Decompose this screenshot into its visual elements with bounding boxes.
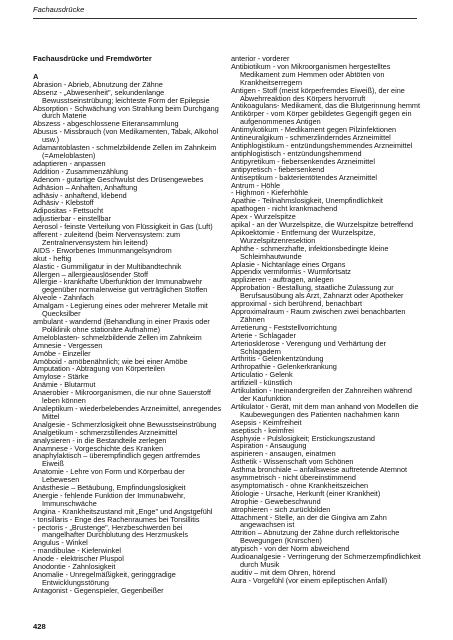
glossary-entry: Antineuralgikum - schmerzlinderndes Arzneimittel xyxy=(231,133,391,143)
left-entry-list xyxy=(33,81,223,595)
glossary-entry: Amylose - Stärke xyxy=(33,372,89,382)
glossary-entry: Angulus - Winkel xyxy=(33,538,88,548)
glossary-entry: Addition - Zusammenzählung xyxy=(33,166,128,176)
glossary-entry: Ameloblasten- schmelzbildende Zellen im Zahnkeim xyxy=(33,332,202,342)
header-title: Fachausdrücke xyxy=(33,5,85,14)
glossary-entry: analysieren - in die Bestandteile zerlegen xyxy=(33,435,167,445)
glossary-entry: Articulatio - Gelenk xyxy=(231,370,293,380)
glossary-entry: Aura - Vorgefühl (vor einem epileptischen Anfall) xyxy=(231,575,388,585)
page-number: 428 xyxy=(33,622,46,631)
glossary-entry: asymmetrisch - nicht übereinstimmend xyxy=(231,473,356,483)
glossary-entry: Artikulator - Gerät, mit dem man anhand von Modellen die Kaubewegungen des Patienten nachahmen kann xyxy=(231,401,419,419)
glossary-entry: Angina - Krankheitszustand mit „Enge" und Angstgefühl xyxy=(33,506,213,516)
glossary-entry: Aphthe - schmerzhafte, infektionsbedingte kleine Schleimhautwunde xyxy=(231,243,389,261)
glossary-entry: Adipositas - Fettsucht xyxy=(33,206,104,216)
glossary-entry: Anomalie - Unregelmäßigkeit, geringgradige Entwicklungsstörung xyxy=(33,570,176,587)
glossary-entry: approximal - sich berührend, benachbart xyxy=(231,299,363,309)
glossary-entry: Antiseptikum - bakterientötendes Arzneimittel xyxy=(231,172,378,182)
glossary-entry: Antigen - Stoff (meist körperfremdes Eiweiß), der eine Abwehrreaktion des Körpers hervorruft xyxy=(231,85,405,103)
glossary-entry: auditiv – mit dem Ohren, hörend xyxy=(231,567,336,577)
glossary-entry: Apikoektomie - Entfernung der Wurzelspitze, Wurzelspitzenresektion xyxy=(231,227,376,245)
glossary-entry: adjustierbar - einstellbar xyxy=(33,214,111,224)
glossary-entry: Abusus - Missbrauch (von Medikamenten, Tabak, Alkohol usw.) xyxy=(33,127,219,145)
glossary-entry: Alveole - Zahnfach xyxy=(33,293,94,303)
glossary-entry: Appendix vermiformis - Wurmfortsatz xyxy=(231,267,351,277)
glossary-entry: Arthritis - Gelenkentzündung xyxy=(231,354,324,364)
glossary-entry: asymptomatisch - ohne Krankheitszeichen xyxy=(231,480,369,490)
glossary-entry: Approximalraum - Raum zwischen zwei benachbarten Zähnen xyxy=(231,307,406,324)
glossary-entry: Approbation - Bestallung, staatliche Zulassung zur Berufsausübung als Arzt, Zahnarzt oder Apotheker xyxy=(231,283,404,301)
glossary-entry: Analgesie - Schmerzlosigkeit ohne Bewusstseinstrübung xyxy=(33,419,217,429)
glossary-entry: Analgetikum - schmerzstillendes Arzneimittel xyxy=(33,427,178,437)
glossary-entry: Anämie - Blutarmut xyxy=(33,380,96,390)
glossary-entry: Anamnese - Vorgeschichte des Kranken xyxy=(33,443,164,453)
glossary-entry: - mandibulae - Kieferwinkel xyxy=(33,546,122,556)
glossary-entry: Antikörper - vom Körper gebildetes Gegengift gegen ein aufgenommenes Antigen xyxy=(231,109,412,127)
glossary-entry: - Highmori - Kieferhöhle xyxy=(231,188,309,198)
section-title: Fachausdrücke und Fremdwörter xyxy=(33,54,152,63)
glossary-entry: apathogen - nicht krankmachend xyxy=(231,204,338,214)
glossary-entry: Adamantoblasten - schmelzbildende Zellen im Zahnkeim (=Ameloblasten) xyxy=(33,143,217,160)
glossary-entry: Adenom - gutartige Geschwulst des Drüsengewebes xyxy=(33,174,204,184)
right-entry-list xyxy=(231,55,421,585)
glossary-entry: Anode - elektrischer Pluspol xyxy=(33,554,124,564)
glossary-entry: Asepsis - Keimfreiheit xyxy=(231,417,302,427)
glossary-entry: Atrophie - Gewebeschwund xyxy=(231,496,321,506)
glossary-entry: Allergen – allergieauslösender Stoff xyxy=(33,269,149,279)
glossary-entry: Attachment - Stelle, an der die Gingiva am Zahn angewachsen ist xyxy=(231,512,387,530)
glossary-entry: Abszess - abgeschlossene Eiteransammlung xyxy=(33,119,179,129)
glossary-entry: Arteriosklerose - Verengung und Verhärtung der Schlagadern xyxy=(231,338,386,356)
glossary-entry: Aspiration - Ansaugung xyxy=(231,441,307,451)
glossary-entry: antipyretisch - fiebersenkend xyxy=(231,164,325,174)
glossary-entry: Antikoagulans- Medikament, das die Blutgerinnung hemmt xyxy=(231,101,421,111)
letter-heading: A xyxy=(33,71,39,81)
right-column xyxy=(231,55,421,585)
glossary-entry: Amöbe - Einzeller xyxy=(33,348,91,358)
glossary-entry: Asphyxie - Pulslosigkeit; Erstickungszustand xyxy=(231,433,375,443)
glossary-entry: Absenz - „Abwesenheit", sekundenlange Bewusstseinstrübung; leichteste Form der Epilepsie xyxy=(33,87,210,105)
glossary-entry: Antibiotikum - von Mikroorganismen hergestelltes Medikament zum Hemmen oder Abtöten von Krankheitserregern xyxy=(231,61,391,87)
glossary-entry: Amnesie - Vergessen xyxy=(33,340,103,350)
glossary-entry: Arretierung - Feststellvorrichtung xyxy=(231,322,337,332)
glossary-entry: atypisch - von der Norm abweichend xyxy=(231,544,350,554)
glossary-entry: Attrition – Abnutzung der Zähne durch reflektorische Bewegungen (Knirschen) xyxy=(231,528,400,546)
glossary-entry: ambulant - wandernd (Behandlung in einer Praxis oder Poliklinik ohne stationäre Aufnahme) xyxy=(33,317,210,334)
glossary-entry: antiphlogistisch - entzündungshemmend xyxy=(231,148,362,158)
glossary-entry: applizieren - auftragen, anlegen xyxy=(231,275,334,285)
glossary-entry: afferent - zuleitend (beim Nervensystem: zum Zentralnervensystem hin leitend) xyxy=(33,230,181,247)
glossary-entry: aseptisch - keimfrei xyxy=(231,425,294,435)
glossary-entry: Anergie - fehlende Funktion der Immunabwehr, Immunschwäche xyxy=(33,490,186,508)
glossary-entry: Abrasion - Abrieb, Abnutzung der Zähne xyxy=(33,79,163,89)
glossary-entry: Amalgam - Legierung eines oder mehrerer Metalle mit Quecksilber xyxy=(33,301,208,319)
glossary-entry: Amputation - Abtragung von Körperteilen xyxy=(33,364,165,374)
glossary-entry: Aerosol - feinste Verteilung von Flüssigkeit in Gas (Luft) xyxy=(33,222,213,232)
glossary-entry: atrophieren - sich zurückbilden xyxy=(231,504,331,514)
glossary-entry: adaptieren - anpassen xyxy=(33,158,106,168)
glossary-entry: Allergie - krankhafte Überfunktion der Immunabwehr gegenüber normalerweise gut verträglichen Stoffen xyxy=(33,277,208,295)
glossary-entry: Artikulation - Ineinandergreifen der Zahnreihen während der Kaufunktion xyxy=(231,386,412,403)
glossary-entry: Arthropathie - Gelenkerkrankung xyxy=(231,362,337,372)
glossary-entry: Aplasie - Nichtanlage eines Organs xyxy=(231,259,346,269)
glossary-entry: Anatomie - Lehre von Form und Körperbau der Lebewesen xyxy=(33,467,185,485)
left-column xyxy=(33,55,223,595)
glossary-entry: Amöboid - amöbenähnlich; wie bei einer Amöbe xyxy=(33,356,188,366)
glossary-entry: Antrum - Höhle xyxy=(231,180,281,190)
glossary-entry: Antimykotikum - Medikament gegen Pilzinfektionen xyxy=(231,125,397,135)
glossary-entry: Adhäsion – Anhaften, Anhaftung xyxy=(33,182,138,192)
glossary-entry: aspirieren - ansaugen, einatmen xyxy=(231,449,336,459)
glossary-entry: - tonsillaris - Enge des Rachenraumes bei Tonsillitis xyxy=(33,514,200,524)
glossary-entry: Antagonist - Gegenspieler, Gegenbeißer xyxy=(33,585,164,595)
glossary-entry: adhäsiv - anhaftend, klebend xyxy=(33,190,127,200)
glossary-entry: artifiziell - künstlich xyxy=(231,378,293,388)
glossary-entry: Asthma bronchiale – anfallsweise auftretende Atemnot xyxy=(231,465,408,475)
glossary-entry: Antiphlogistikum - entzündungshemmendes Arzneimittel xyxy=(231,140,413,150)
glossary-entry: Anodontie - Zahnlosigkeit xyxy=(33,562,116,572)
header-rule xyxy=(33,18,417,19)
glossary-entry: - pectoris - „Brustenge", Herzbeschwerden bei mangelhafter Durchblutung des Herzmuskels xyxy=(33,522,189,540)
glossary-entry: Adhäsiv - Klebstoff xyxy=(33,198,94,208)
glossary-entry: Audioanalgesie - Verringerung der Schmerzempfindlichkeit durch Musik xyxy=(231,552,421,569)
glossary-entry: Anästhesie – Betäubung, Empfindungslosigkeit xyxy=(33,483,186,493)
glossary-entry: apikal - an der Wurzelspitze, die Wurzelspitze betreffend xyxy=(231,220,414,230)
glossary-entry: anaphylaktisch – überempfindlich gegen artfremdes Eiweiß xyxy=(33,451,201,469)
glossary-entry: Antipyretikum - fiebersenkendes Arzneimittel xyxy=(231,156,375,166)
glossary-entry: Apathie - Teilnahmslosigkeit, Unempfindlichkeit xyxy=(231,196,383,206)
glossary-entry: Anaerobier - Mikroorganismen, die nur ohne Sauerstoff leben können xyxy=(33,388,211,406)
glossary-entry: Apex - Wurzelspitze xyxy=(231,212,296,222)
page-header xyxy=(33,4,417,19)
glossary-entry: anterior - vorderer xyxy=(231,54,290,63)
glossary-entry: Ätiologie - Ursache, Herkunft (einer Krankheit) xyxy=(231,488,381,498)
glossary-entry: Analeptikum - wiederbelebendes Arzneimittel, anregendes Mittel xyxy=(33,403,222,421)
glossary-entry: Alastic - Gummiligatur in der Multibandtechnik xyxy=(33,261,182,271)
glossary-entry: Ästhetik - Wissenschaft vom Schönen xyxy=(231,457,354,467)
glossary-entry: akut - heftig xyxy=(33,253,72,263)
glossary-entry: Absorption - Schwächung von Strahlung beim Durchgang durch Materie xyxy=(33,103,219,121)
glossary-entry: Arterie - Schlagader xyxy=(231,330,296,340)
glossary-entry: AIDS - Erworbenes Immunmangelsyndrom xyxy=(33,245,172,255)
